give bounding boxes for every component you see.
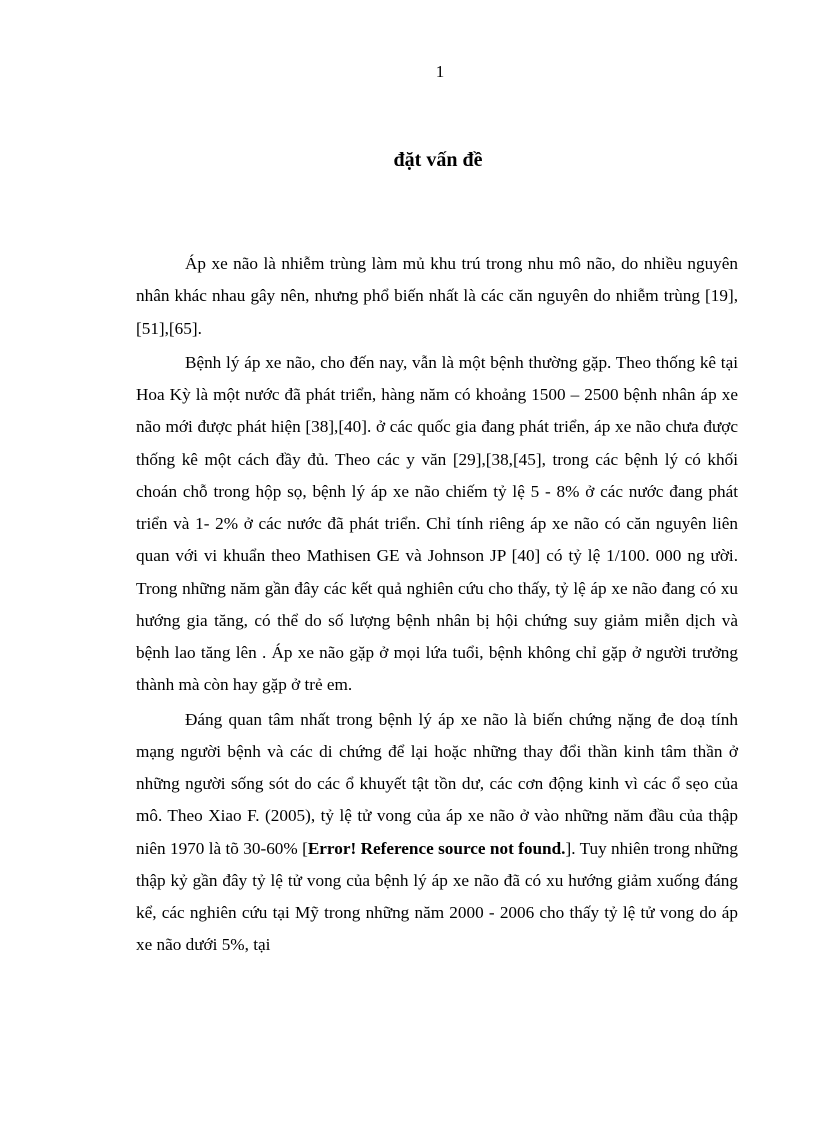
paragraph-1: Áp xe não là nhiễm trùng làm mủ khu trú trong nhu mô não, do nhiều nguyên nhân khác nhau gây nên, nhưng phổ biến nhất là các căn nguyên do nhiễm trùng [19],[51],[65]. [136, 254, 738, 338]
document-body [136, 248, 738, 964]
error-reference: Error! Reference source not found. [307, 838, 566, 858]
paragraph-3-text-after: ]. Tuy nhiên trong những thập kỷ gần đây tỷ lệ tử vong của bệnh lý áp xe não đã có xu hướng giảm xuống đáng kể, các nghiên cứu tại Mỹ trong những năm 2000 - 2006 cho thấy tỷ lệ tử vong do áp xe não dưới 5%, tại [136, 838, 738, 955]
paragraph-3 [136, 704, 738, 962]
page-number: 1 [435, 62, 445, 81]
page-title: đặt vấn đề [393, 149, 483, 171]
paragraph-3-text-before: Đáng quan tâm nhất trong bệnh lý áp xe não là biến chứng nặng đe doạ tính mạng người bệnh và các di chứng để lại hoặc những thay đổi thần kinh tâm thần ở những người sống sót do các ổ khuyết tật tồn dư, các cơn động kinh vì các ổ sẹo của mô. Theo Xiao F. (2005), tỷ lệ tử vong của áp xe não ở vào những năm đầu của thập niên 1970 là tõ 30-60% [ [136, 709, 738, 858]
paragraph-2: Bệnh lý áp xe não, cho đến nay, vẫn là một bệnh thường gặp. Theo thống kê tại Hoa Kỳ là một nước đã phát triển, hàng năm có khoảng 1500 – 2500 bệnh nhân áp xe não mới được phát hiện [38],[40]. ở các quốc gia đang phát triển, áp xe não chưa được thống kê một cách đầy đủ. Theo các y văn [29],[38,[45], trong các bệnh lý có khối choán chỗ trong hộp sọ, bệnh lý áp xe não chiếm tỷ lệ 5 - 8% ở các nước đang phát triển và 1- 2% ở các nước đã phát triển. Chỉ tính riêng áp xe não có căn nguyên liên quan với vi khuẩn theo Mathisen GE và Johnson JP [40] có tỷ lệ 1/100. 000 ng ười. Trong những năm gần đây các kết quả nghiên cứu cho thấy, tỷ lệ áp xe não đang có xu hướng gia tăng, có thể do số lượng bệnh nhân bị hội chứng suy giảm miễn dịch và bệnh lao tăng lên . Áp xe não gặp ở mọi lứa tuổi, bệnh không chỉ gặp ở người trưởng thành mà còn hay gặp ở trẻ em. [136, 352, 738, 695]
